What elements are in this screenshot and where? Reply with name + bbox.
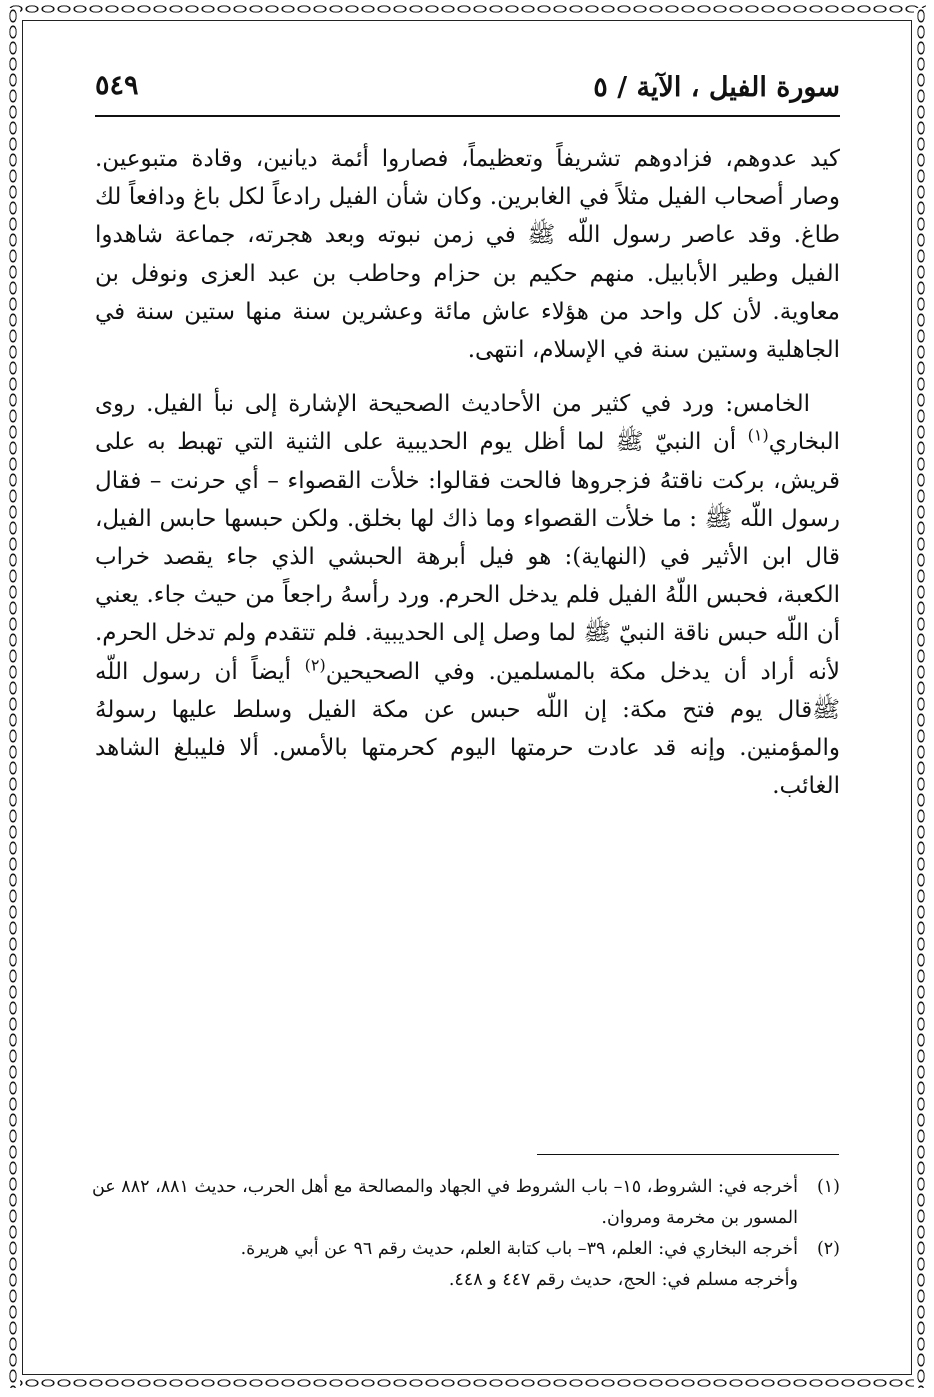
header-divider [95,115,840,117]
border-line-bottom [22,1374,912,1375]
border-ornament-left [6,8,20,1388]
footnote-marker-1[interactable]: (١) [747,425,769,445]
footnote-1-text: أخرجه في: الشروط، ١٥– باب الشروط في الجهاد والمصالحة مع أهل الحرب، حديث ٨٨١، ٨٨٢ عن المسور بن مخرمة ومروان. [91,1177,798,1228]
border-ornament-right [914,8,928,1388]
page-header [95,64,840,108]
footnote-1 [85,1172,840,1234]
border-line-left [22,20,23,1375]
footnotes [85,1172,840,1296]
footnote-marker-2[interactable]: (٢) [304,654,326,674]
paragraph-2-text-a: الخامس: ورد في كثير من الأحاديث الصحيحة الإشارة إلى نبأ الفيل. روى البخاري [95,391,840,456]
paragraph-2-text-b: أن النبيّ ﷺ لما أظل يوم الحديبية على الثنية التي تهبط به على قريش، بركت ناقتهُ فزجروها فالحت فقالوا: خلأت القصواء – أي حرنت – فقال رسول اللّه ﷺ : ما خلأت القصواء وما ذاك لها بخلق. ولكن حبسها حابس الفيل، قال ابن الأثير في (النهاية): هو فيل أبرهة الحبشي الذي جاء يقصد خراب الكعبة، فحبس اللّهُ الفيل فلم يدخل الحرم. ورد رأسهُ راجعاً من حيث جاء. يعني أن اللّه حبس ناقة النبيّ ﷺ لما وصل إلى الحديبية. فلم تتقدم ولم تدخل الحرم. لأنه أراد أن يدخل مكة بالمسلمين. وفي الصحيحين [95,429,840,685]
main-text [95,140,840,805]
border-ornament-bottom [8,1376,926,1390]
border-line-right [911,20,912,1375]
paragraph-2 [95,385,840,805]
footnote-1-number: (١) [816,1177,840,1197]
page-number: ٥٤٩ [95,70,139,101]
footnote-2-number: (٢) [816,1239,840,1259]
paragraph-1 [95,140,840,369]
footnote-divider [537,1154,839,1155]
border-ornament-top [8,2,926,16]
page-title: سورة الفيل ، الآية / ٥ [593,72,840,103]
footnote-2-text: أخرجه البخاري في: العلم، ٣٩– باب كتابة العلم، حديث رقم ٩٦ عن أبي هريرة. [240,1239,798,1259]
footnote-2 [85,1234,840,1265]
footnote-2-continuation: وأخرجه مسلم في: الحج، حديث رقم ٤٤٧ و ٤٤٨. [448,1270,798,1290]
paragraph-1-text: كيد عدوهم، فزادوهم تشريفاً وتعظيماً، فصاروا أئمة ديانين، وقادة متبوعين. وصار أصحاب الفيل مثلاً في الغابرين. وكان شأن الفيل رادعاً لكل باغ ودافعاً لك طاغ. وقد عاصر رسول اللّه ﷺ في زمن نبوته وبعد هجرته، جماعة شاهدوا الفيل وطير الأبابيل. منهم حكيم بن حزام وحاطب بن عبد العزى ونوفل بن معاوية. لأن كل واحد من هؤلاء عاش مائة وعشرين سنة منها ستين سنة في الجاهلية وستين سنة في الإسلام، انتهى. [95,146,840,364]
border-line-top [22,20,912,21]
paragraph-2-text-c: أيضاً أن رسول اللّه ﷺقال يوم فتح مكة: إن اللّه حبس عن مكة الفيل وسلط عليها رسولهُ والمؤمنين. وإنه قد عادت حرمتها اليوم كحرمتها بالأمس. ألا فليبلغ الشاهد الغائب. [95,658,840,800]
